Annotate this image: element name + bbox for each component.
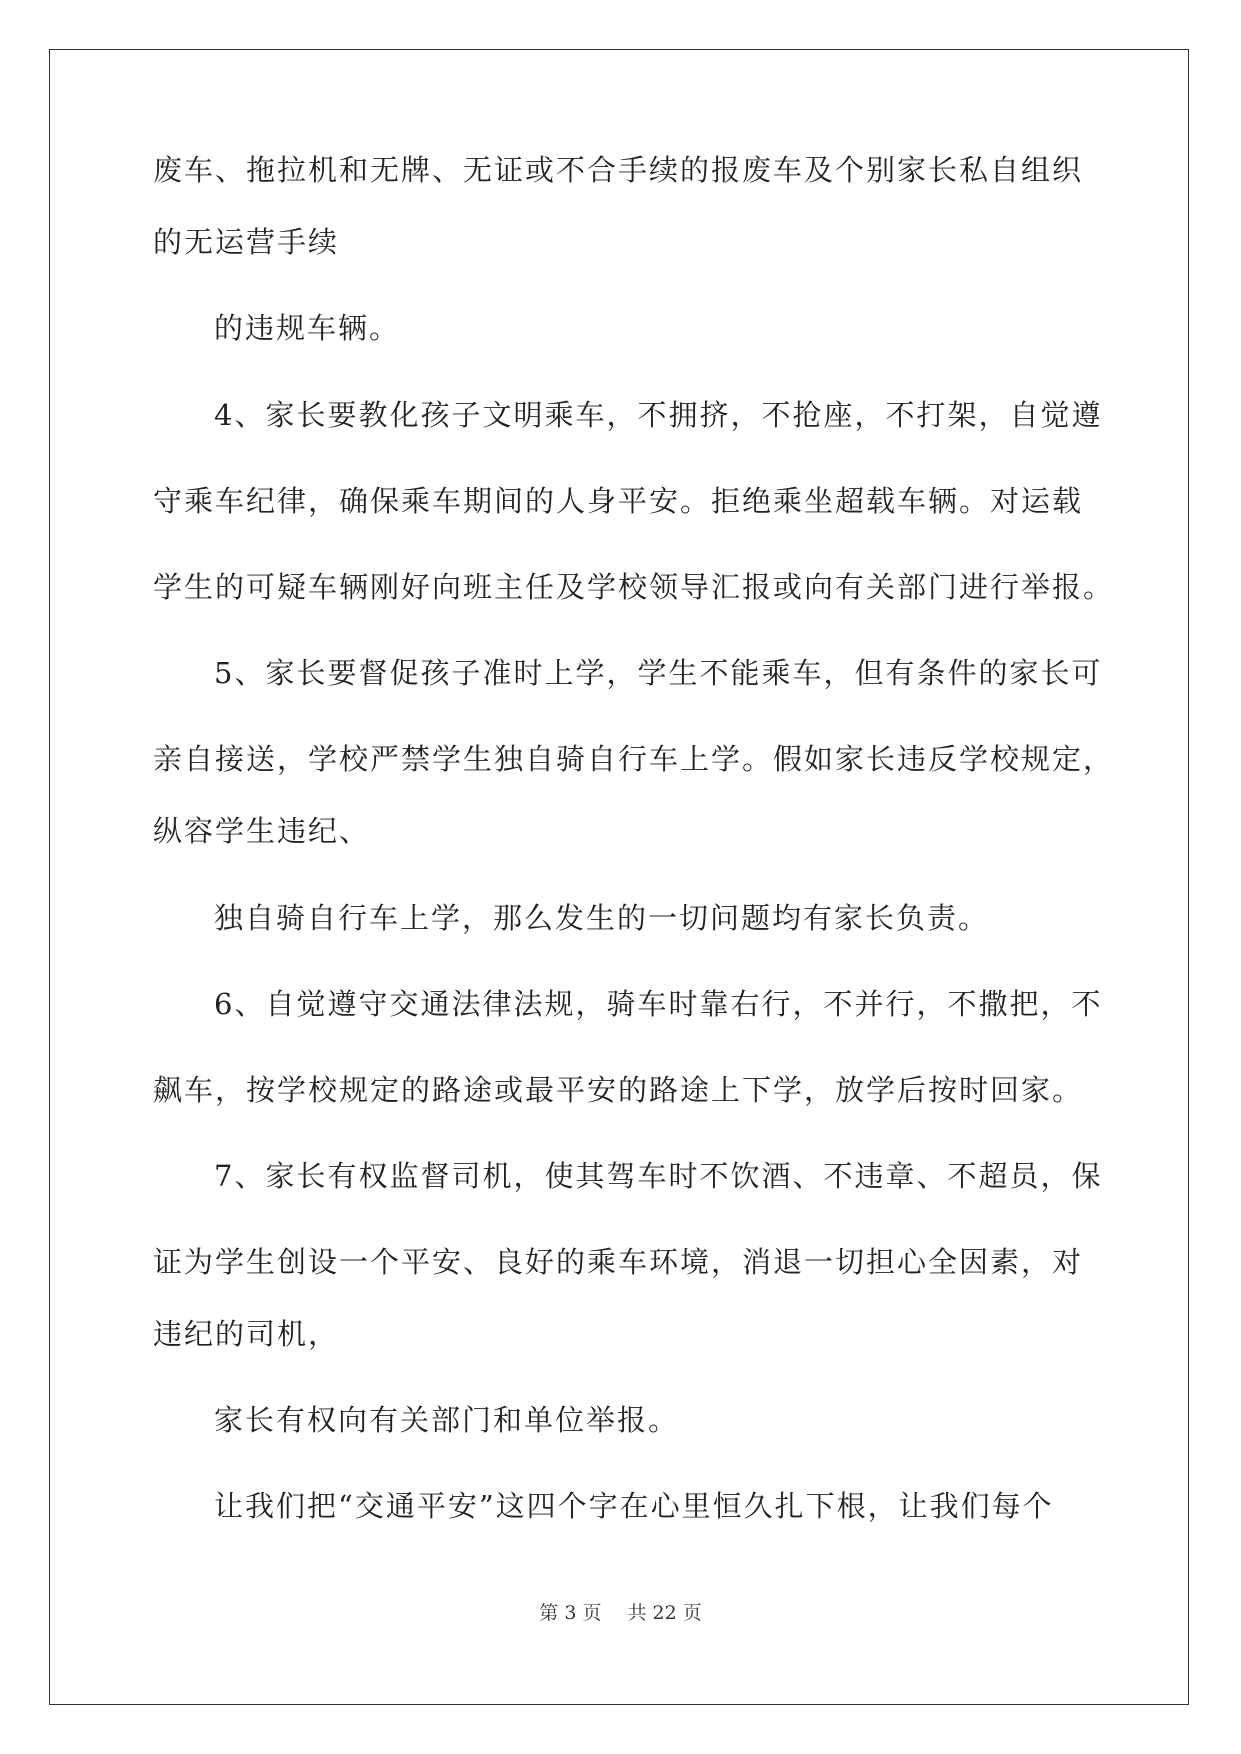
page-frame [49,49,1189,1705]
text-line: 7、家长有权监督司机，使其驾车时不饮酒、不违章、不超员，保 [214,1159,1103,1193]
text-line: 飙车，按学校规定的路途或最平安的路途上下学，放学后按时回家。 [153,1073,1084,1107]
text-line: 学生的可疑车辆刚好向班主任及学校领导汇报或向有关部门进行举报。 [153,570,1115,604]
page-number: 第 3 页 [539,1602,602,1624]
text-line: 6、自觉遵守交通法律法规，骑车时靠右行，不并行，不撒把，不 [214,987,1103,1021]
text-line: 证为学生创设一个平安、良好的乘车环境，消退一切担心全因素，对 [153,1245,1084,1279]
text-line: 亲自接送，学校严禁学生独自骑自行车上学。假如家长违反学校规定， [153,742,1115,776]
page-footer [0,1601,1241,1625]
page-total: 共 22 页 [627,1602,702,1624]
text-line: 4、家长要教化孩子文明乘车，不拥挤，不抢座，不打架，自觉遵 [214,398,1103,432]
text-line: 5、家长要督促孩子准时上学，学生不能乘车，但有条件的家长可 [214,656,1103,690]
text-line: 让我们把“交通平安”这四个字在心里恒久扎下根，让我们每个 [214,1489,1054,1523]
text-line: 违纪的司机， [153,1317,340,1351]
text-line: 的无运营手续 [153,225,340,259]
text-line: 废车、拖拉机和无牌、无证或不合手续的报废车及个别家长私自组织 [153,153,1084,187]
text-line: 的违规车辆。 [214,311,401,345]
text-line: 独自骑自行车上学，那么发生的一切问题均有家长负责。 [214,901,990,935]
text-line: 纵容学生违纪、 [153,814,371,848]
text-line: 守乘车纪律，确保乘车期间的人身平安。拒绝乘坐超载车辆。对运载 [153,484,1084,518]
text-line: 家长有权向有关部门和单位举报。 [214,1403,680,1437]
